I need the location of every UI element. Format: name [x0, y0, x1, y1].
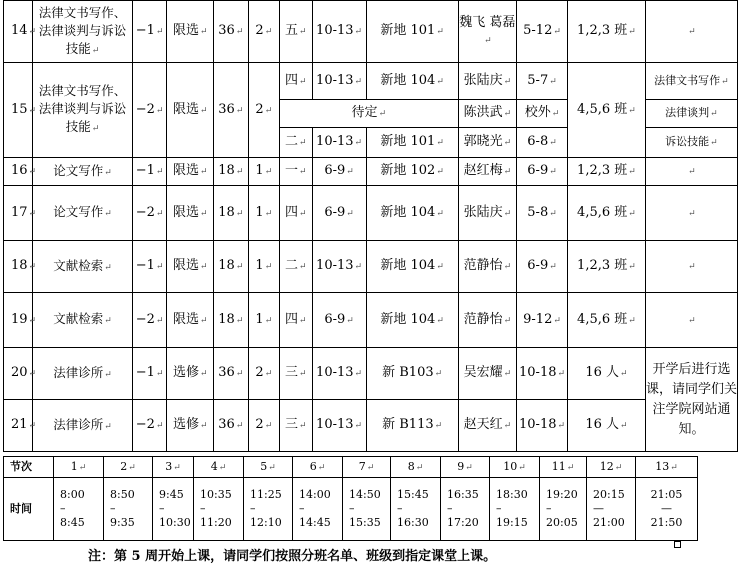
time-label: 时间: [4, 478, 54, 541]
classes-cell: 1,2,3 班↵: [567, 158, 645, 186]
room-cell: 新地 102↵: [366, 158, 458, 186]
weeks-cell: 10-18↵: [517, 348, 568, 400]
period-time: 8:00 – 8:45: [54, 478, 104, 541]
table-row: [4, 293, 738, 348]
term-cell: −2↵: [132, 186, 167, 241]
term-cell: −2↵: [132, 400, 167, 452]
period-time: 14:00 – 14:45: [293, 478, 343, 541]
hours-cell: 18↵: [214, 293, 249, 348]
weeks-cell: 5-7↵: [517, 63, 568, 100]
term-cell: −2↵: [132, 63, 167, 158]
row-number: 15↵: [4, 63, 33, 158]
teacher-cell: 赵天红↵: [458, 400, 516, 452]
remark-cell: ↵: [645, 241, 737, 293]
room-cell: 新地 104↵: [366, 293, 458, 348]
period-time: 8:50 – 9:35: [104, 478, 153, 541]
course-type-cell: 选修↵: [167, 400, 214, 452]
period-number: 4↵: [194, 457, 244, 478]
period-cell: 6-9↵: [312, 158, 366, 186]
credit-cell: 2↵: [248, 1, 279, 63]
period-number: 2↵: [104, 457, 153, 478]
teacher-cell: 魏飞 葛磊↵: [458, 1, 516, 63]
teacher-cell: 范静怡↵: [458, 293, 516, 348]
room-cell: 新地 104↵: [366, 186, 458, 241]
weekday-cell: 二↵: [280, 128, 312, 158]
hours-cell: 36↵: [214, 400, 249, 452]
room-cell: 新地 104↵: [366, 241, 458, 293]
period-number: 9↵: [441, 457, 490, 478]
period-time: 14:50 – 15:35: [343, 478, 391, 541]
credit-cell: 1↵: [248, 186, 279, 241]
remark-cell: 诉讼技能↵: [645, 128, 737, 158]
period-cell: 10-13↵: [312, 128, 366, 158]
credit-cell: 2↵: [248, 63, 279, 158]
course-name: 法律诊所↵: [33, 348, 133, 400]
course-type-cell: 限选↵: [167, 1, 214, 63]
period-time: 19:20 – 20:05: [540, 478, 587, 541]
weekday-cell: 四↵: [280, 186, 312, 241]
teacher-cell: 范静怡↵: [458, 241, 516, 293]
course-name: 论文写作↵: [33, 186, 133, 241]
teacher-cell: 吴宏耀↵: [458, 348, 516, 400]
course-name: 论文写作↵: [33, 158, 133, 186]
period-time-row: [4, 478, 698, 541]
period-cell: 10-13↵: [312, 63, 366, 100]
period-number: 13↵: [636, 457, 698, 478]
hours-cell: 36↵: [214, 348, 249, 400]
weeks-cell: 6-9↵: [517, 158, 568, 186]
term-cell: −1↵: [132, 1, 167, 63]
period-time: 9:45 – 10:30: [153, 478, 194, 541]
teacher-cell: 张陆庆↵: [458, 63, 516, 100]
term-cell: −2↵: [132, 293, 167, 348]
remark-cell: 法律谈判↵: [645, 100, 737, 128]
hours-cell: 36↵: [214, 1, 249, 63]
course-name: 法律诊所↵: [33, 400, 133, 452]
classes-cell: 4,5,6 班↵: [567, 186, 645, 241]
row-number: 20↵: [4, 348, 33, 400]
period-time: 11:25 – 12:10: [244, 478, 293, 541]
remark-cell: ↵: [645, 158, 737, 186]
credit-cell: 2↵: [248, 348, 279, 400]
course-type-cell: 限选↵: [167, 186, 214, 241]
course-name: 文献检索↵: [33, 293, 133, 348]
weeks-cell: 6-9↵: [517, 241, 568, 293]
classes-cell: 4,5,6 班↵: [567, 293, 645, 348]
term-cell: −1↵: [132, 348, 167, 400]
row-number: 16↵: [4, 158, 33, 186]
table-row: [4, 1, 738, 63]
weekday-cell: 四↵: [280, 293, 312, 348]
period-number: 3↵: [153, 457, 194, 478]
period-time: 15:45 – 16:30: [391, 478, 441, 541]
course-type-cell: 选修↵: [167, 348, 214, 400]
weekday-cell: 四↵: [280, 63, 312, 100]
classes-cell: 1,2,3 班↵: [567, 241, 645, 293]
row-number: 17↵: [4, 186, 33, 241]
weeks-cell: 9-12↵: [517, 293, 568, 348]
credit-cell: 1↵: [248, 241, 279, 293]
weekday-cell: 三↵: [280, 400, 312, 452]
remark-cell: 法律文书写作↵: [645, 63, 737, 100]
period-cell: 10-13↵: [312, 400, 366, 452]
classes-cell: 1,2,3 班↵: [567, 1, 645, 63]
remark-cell: ↵: [645, 186, 737, 241]
period-number: 11↵: [540, 457, 587, 478]
period-time: 16:35 – 17:20: [441, 478, 490, 541]
row-number: 14↵: [4, 1, 33, 63]
period-cell: 6-9↵: [312, 293, 366, 348]
period-number: 10↵: [490, 457, 540, 478]
period-cell: 10-13↵: [312, 348, 366, 400]
room-cell: 新 B103↵: [366, 348, 458, 400]
credit-cell: 2↵: [248, 400, 279, 452]
weeks-cell: 6-8↵: [517, 128, 568, 158]
row-number: 21↵: [4, 400, 33, 452]
pending-schedule-cell: 待定↵: [280, 100, 459, 128]
table-resize-handle[interactable]: [674, 541, 681, 548]
room-cell: 新 B113↵: [366, 400, 458, 452]
section-label: 节次: [4, 457, 54, 478]
period-number: 12↵: [587, 457, 636, 478]
table-row: [4, 186, 738, 241]
term-cell: −1↵: [132, 158, 167, 186]
credit-cell: 1↵: [248, 158, 279, 186]
row-number: 19↵: [4, 293, 33, 348]
table-row: [4, 241, 738, 293]
weekday-cell: 五↵: [280, 1, 312, 63]
hours-cell: 18↵: [214, 241, 249, 293]
teacher-cell: 陈洪武↵: [458, 100, 516, 128]
remark-cell: ↵: [645, 293, 737, 348]
period-time: 10:35 – 11:20: [194, 478, 244, 541]
period-number-row: [4, 457, 698, 478]
remark-cell: ↵: [645, 1, 737, 63]
period-time: 20:15 — 21:00: [587, 478, 636, 541]
room-cell: 新地 104↵: [366, 63, 458, 100]
remark-cell: 开学后进行选课，请同学们关注学院网站通知。: [645, 348, 737, 452]
period-time: 18:30 – 19:15: [490, 478, 540, 541]
weeks-cell: 校外↵: [517, 100, 568, 128]
course-type-cell: 限选↵: [167, 241, 214, 293]
table-row: [4, 63, 738, 100]
period-time-table: [3, 456, 698, 541]
weekday-cell: 一↵: [280, 158, 312, 186]
weekday-cell: 三↵: [280, 348, 312, 400]
period-cell: 10-13↵: [312, 1, 366, 63]
row-number: 18↵: [4, 241, 33, 293]
period-number: 7↵: [343, 457, 391, 478]
room-cell: 新地 101↵: [366, 1, 458, 63]
teacher-cell: 郭晓光↵: [458, 128, 516, 158]
term-cell: −1↵: [132, 241, 167, 293]
classes-cell: 16 人↵: [567, 348, 645, 400]
teacher-cell: 张陆庆↵: [458, 186, 516, 241]
period-number: 5↵: [244, 457, 293, 478]
course-schedule-table: [3, 0, 738, 452]
period-cell: 10-13↵: [312, 241, 366, 293]
weeks-cell: 10-18↵: [517, 400, 568, 452]
period-number: 1↵: [54, 457, 104, 478]
table-row: [4, 348, 738, 400]
footnote: 注：第 5 周开始上课，请同学们按照分班名单、班级到指定课堂上课。: [88, 549, 497, 564]
teacher-cell: 赵红梅↵: [458, 158, 516, 186]
hours-cell: 18↵: [214, 158, 249, 186]
table-row: [4, 400, 738, 452]
credit-cell: 1↵: [248, 293, 279, 348]
hours-cell: 36↵: [214, 63, 249, 158]
period-time: 21:05 — 21:50: [636, 478, 698, 541]
weekday-cell: 二↵: [280, 241, 312, 293]
weeks-cell: 5-8↵: [517, 186, 568, 241]
course-name: 法律文书写作、法律谈判与诉讼技能↵: [33, 1, 133, 63]
room-cell: 新地 101↵: [366, 128, 458, 158]
course-type-cell: 限选↵: [167, 158, 214, 186]
classes-cell: 4,5,6 班↵: [567, 63, 645, 158]
course-name: 法律文书写作、法律谈判与诉讼技能↵: [33, 63, 133, 158]
classes-cell: 16 人↵: [567, 400, 645, 452]
period-cell: 6-9↵: [312, 186, 366, 241]
period-number: 8↵: [391, 457, 441, 478]
hours-cell: 18↵: [214, 186, 249, 241]
weeks-cell: 5-12↵: [517, 1, 568, 63]
course-name: 文献检索↵: [33, 241, 133, 293]
table-row: [4, 158, 738, 186]
course-type-cell: 限选↵: [167, 293, 214, 348]
course-type-cell: 限选↵: [167, 63, 214, 158]
period-number: 6↵: [293, 457, 343, 478]
